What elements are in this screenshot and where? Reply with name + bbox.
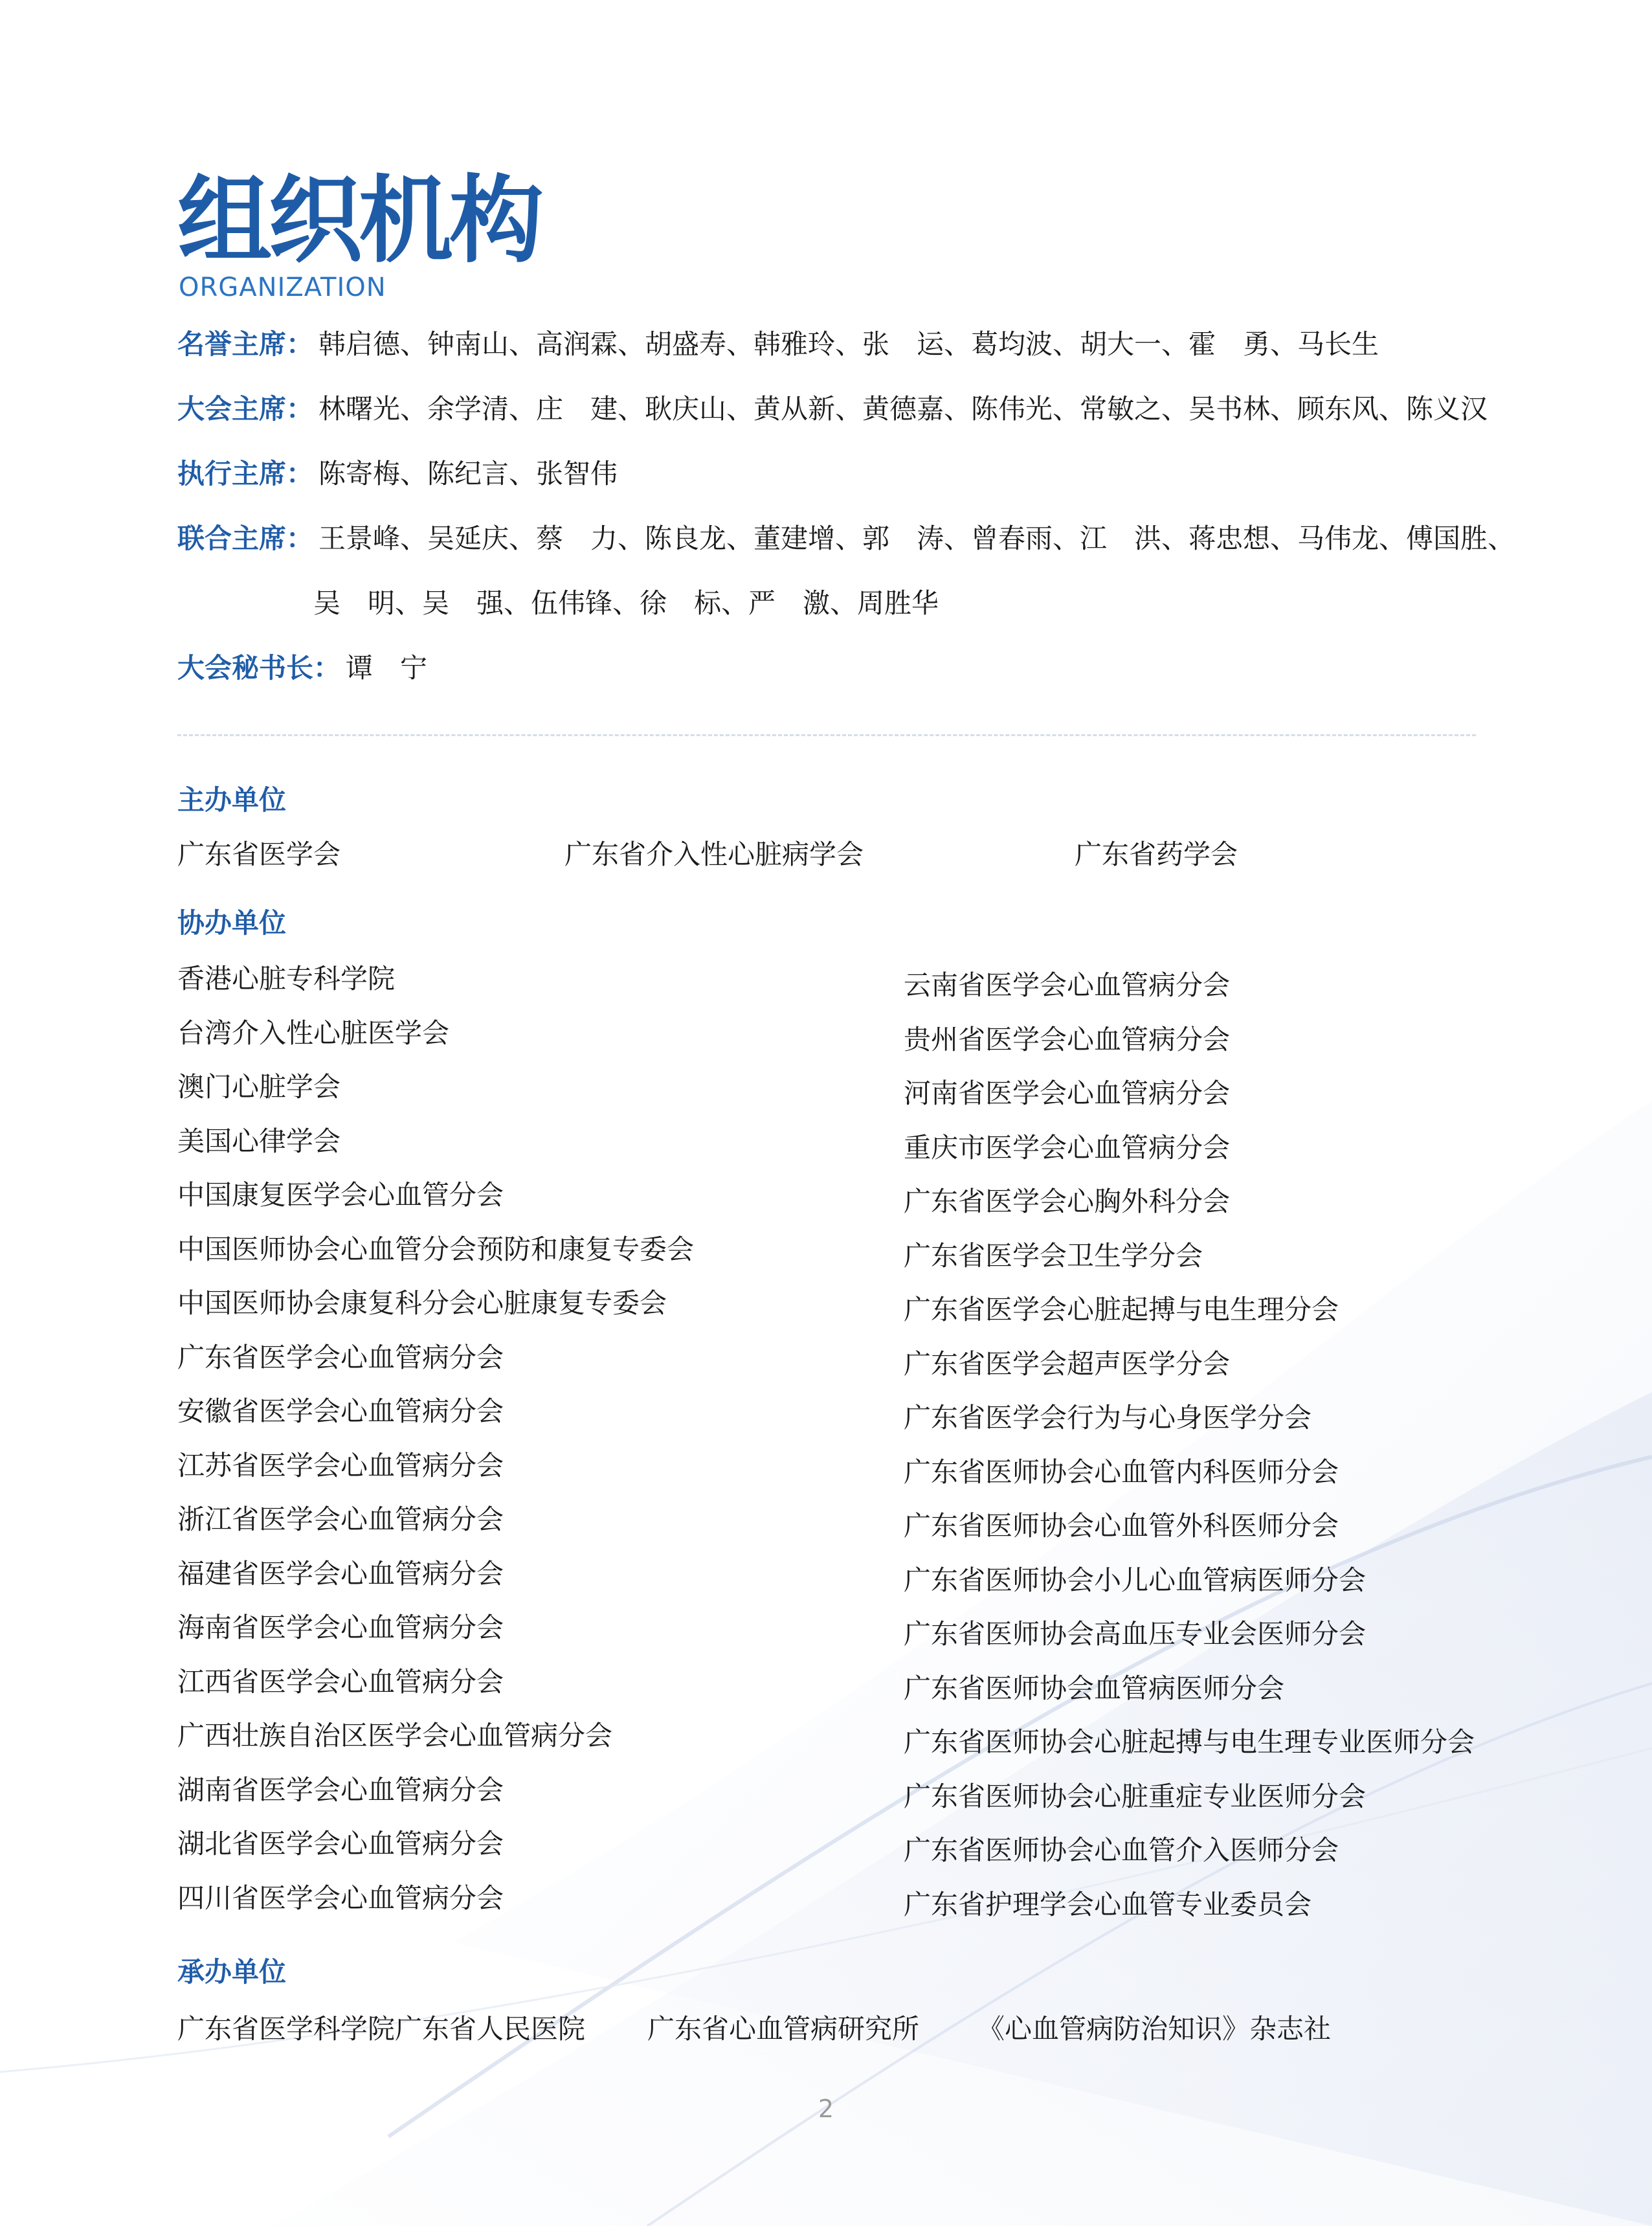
list-item: 云南省医学会心血管病分会 bbox=[904, 969, 1231, 1001]
role-names: 陈寄梅、陈纪言、张智伟 bbox=[318, 458, 618, 489]
list-item: 中国医师协会心血管分会预防和康复专委会 bbox=[177, 1233, 695, 1265]
host-item: 广东省医学会 bbox=[177, 838, 341, 870]
list-item: 广东省医师协会心血管介入医师分会 bbox=[904, 1834, 1339, 1866]
list-item: 福建省医学会心血管病分会 bbox=[177, 1557, 504, 1590]
list-item: 广东省医师协会心血管内科医师分会 bbox=[904, 1456, 1339, 1488]
list-item: 广东省医学会行为与心身医学分会 bbox=[904, 1402, 1312, 1433]
co-host-list-right bbox=[904, 967, 1475, 1940]
page-title: 组织机构 bbox=[177, 166, 540, 276]
organizer-heading: 承办单位 bbox=[177, 1956, 287, 1988]
list-item: 贵州省医学会心血管病分会 bbox=[904, 1023, 1231, 1055]
page-number: 2 bbox=[818, 2095, 834, 2123]
list-item: 广东省医学会心胸外科分会 bbox=[904, 1186, 1231, 1217]
list-item: 美国心律学会 bbox=[177, 1125, 341, 1157]
list-item: 江苏省医学会心血管病分会 bbox=[177, 1449, 504, 1481]
list-item: 广西壮族自治区医学会心血管病分会 bbox=[177, 1720, 613, 1751]
host-item: 广东省介入性心脏病学会 bbox=[564, 838, 864, 870]
list-item: 广东省医学会心血管病分会 bbox=[177, 1341, 504, 1373]
host-item: 广东省药学会 bbox=[1075, 838, 1238, 870]
page-subtitle: ORGANIZATION bbox=[179, 273, 386, 302]
list-item: 广东省医师协会心血管外科医师分会 bbox=[904, 1510, 1339, 1542]
role-label: 名誉主席： bbox=[177, 328, 314, 360]
co-host-list-left bbox=[177, 961, 694, 1934]
list-item: 湖北省医学会心血管病分会 bbox=[177, 1828, 504, 1860]
list-item: 中国医师协会康复科分会心脏康复专委会 bbox=[177, 1287, 667, 1319]
co-host-heading: 协办单位 bbox=[177, 907, 287, 939]
list-item: 广东省医师协会血管病医师分会 bbox=[904, 1672, 1285, 1704]
role-names: 韩启德、钟南山、高润霖、胡盛寿、韩雅玲、张 运、葛均波、胡大一、霍 勇、马长生 bbox=[318, 328, 1379, 360]
role-label: 大会主席： bbox=[177, 393, 314, 425]
role-joint-chair-continued: 吴 明、吴 强、伍伟锋、徐 标、严 激、周胜华 bbox=[313, 587, 939, 619]
list-item: 中国康复医学会心血管分会 bbox=[177, 1179, 504, 1211]
section-divider bbox=[177, 734, 1476, 736]
list-item: 广东省医学会心脏起搏与电生理分会 bbox=[904, 1294, 1339, 1325]
list-item: 四川省医学会心血管病分会 bbox=[177, 1882, 504, 1914]
role-conference-chair bbox=[177, 391, 1488, 427]
role-joint-chair bbox=[177, 521, 1515, 557]
role-executive-chair bbox=[177, 456, 618, 492]
list-item: 安徽省医学会心血管病分会 bbox=[177, 1395, 504, 1427]
list-item: 香港心脏专科学院 bbox=[177, 963, 396, 995]
list-item: 澳门心脏学会 bbox=[177, 1071, 341, 1103]
organizer-item: 《心血管病防治知识》杂志社 bbox=[977, 2013, 1332, 2045]
list-item: 广东省护理学会心血管专业委员会 bbox=[904, 1888, 1312, 1920]
list-item: 广东省医学会卫生学分会 bbox=[904, 1239, 1203, 1272]
list-item: 河南省医学会心血管病分会 bbox=[904, 1077, 1231, 1109]
list-item: 台湾介入性心脏医学会 bbox=[177, 1017, 450, 1049]
role-names: 林曙光、余学清、庄 建、耿庆山、黄从新、黄德嘉、陈伟光、常敏之、吴书林、顾东风、陈义汉 bbox=[318, 393, 1488, 425]
list-item: 广东省医师协会高血压专业会医师分会 bbox=[904, 1618, 1367, 1650]
list-item: 浙江省医学会心血管病分会 bbox=[177, 1503, 504, 1535]
role-label: 联合主席： bbox=[177, 523, 314, 554]
organizer-item: 广东省心血管病研究所 bbox=[647, 2013, 920, 2045]
role-names: 王景峰、吴延庆、蔡 力、陈良龙、董建增、郭 涛、曾春雨、江 洪、蒋忠想、马伟龙、傅国胜、 bbox=[318, 523, 1515, 554]
role-secretary-general bbox=[177, 650, 427, 686]
organizer-item: 广东省医学科学院广东省人民医院 bbox=[177, 2013, 586, 2045]
list-item: 广东省医学会超声医学分会 bbox=[904, 1347, 1231, 1380]
role-label: 执行主席： bbox=[177, 458, 314, 489]
role-honorary-chair bbox=[177, 326, 1379, 363]
list-item: 重庆市医学会心血管病分会 bbox=[904, 1131, 1231, 1164]
list-item: 湖南省医学会心血管病分会 bbox=[177, 1773, 504, 1806]
list-item: 海南省医学会心血管病分会 bbox=[177, 1612, 504, 1643]
list-item: 广东省医师协会心脏重症专业医师分会 bbox=[904, 1780, 1367, 1812]
list-item: 江西省医学会心血管病分会 bbox=[177, 1665, 504, 1698]
list-item: 广东省医师协会心脏起搏与电生理专业医师分会 bbox=[904, 1726, 1475, 1758]
role-label: 大会秘书长： bbox=[177, 652, 341, 684]
role-names: 谭 宁 bbox=[346, 652, 428, 684]
host-heading: 主办单位 bbox=[177, 784, 287, 816]
list-item: 广东省医师协会小儿心血管病医师分会 bbox=[904, 1564, 1367, 1596]
